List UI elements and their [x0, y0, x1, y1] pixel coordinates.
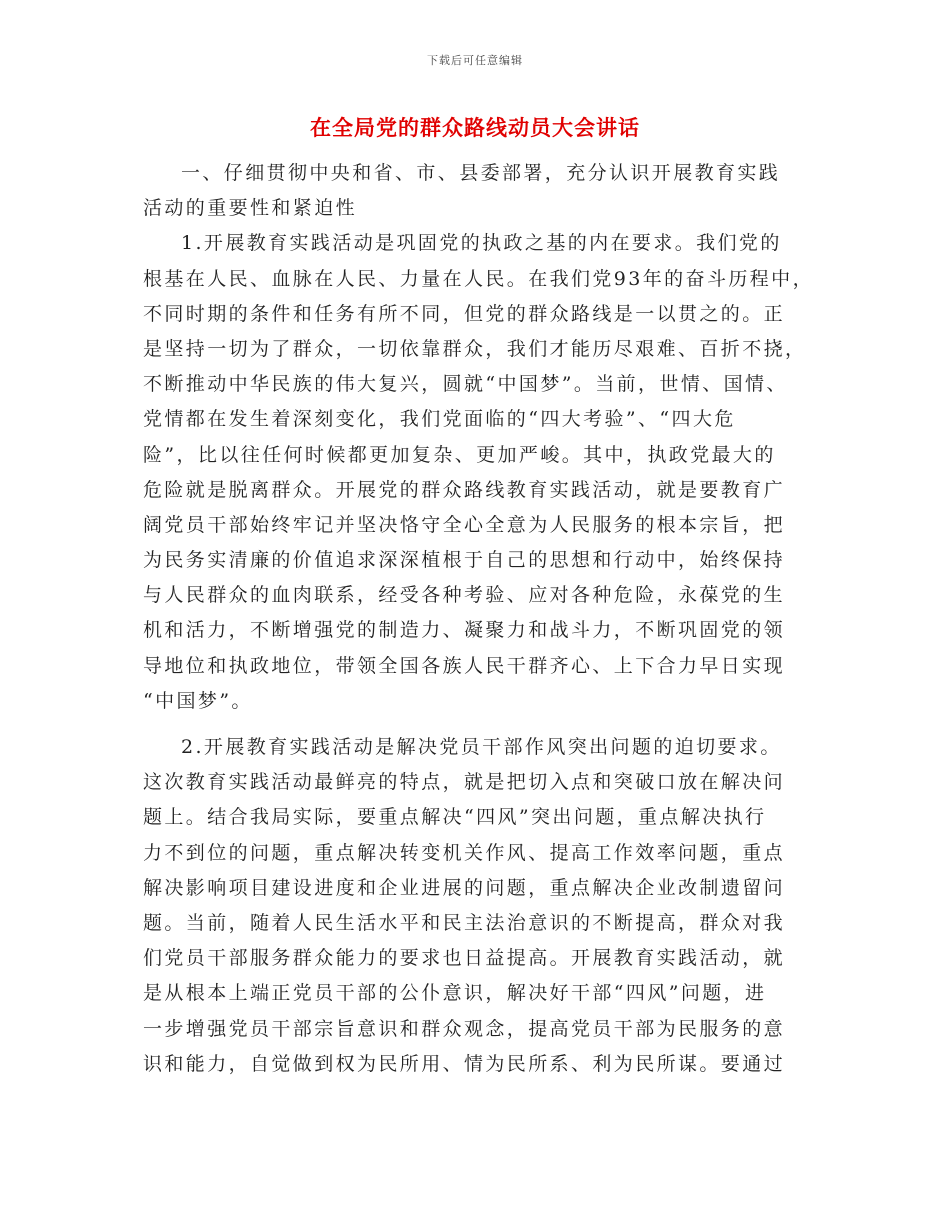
paragraph-line: 不同时期的条件和任务有所不同，但党的群众路线是一以贯之的。正: [143, 302, 786, 325]
paragraph-line: “中国梦”。: [143, 689, 253, 712]
paragraph-line: 导地位和执政地位，带领全国各族人民干群齐心、上下合力早日实现: [143, 654, 786, 677]
paragraph-line: 活动的重要性和紧迫性: [143, 197, 358, 220]
paragraph-line: 力不到位的问题，重点解决转变机关作风、提高工作效率问题，重点: [143, 841, 786, 864]
paragraph-line: 一步增强党员干部宗旨意识和群众观念，提高党员干部为民服务的意: [143, 1017, 786, 1040]
paragraph-line: 解决影响项目建设进度和企业进展的问题，重点解决企业改制遗留问: [143, 876, 786, 899]
paragraph-line: 阔党员干部始终牢记并坚决恪守全心全意为人民服务的根本宗旨，把: [143, 513, 786, 536]
document-title: 在全局党的群众路线动员大会讲话: [310, 115, 640, 140]
paragraph-line: 2.开展教育实践活动是解决党员干部作风突出问题的迫切要求。: [181, 736, 782, 758]
paragraph-line: 是坚持一切为了群众，一切依靠群众，我们才能历尽艰难、百折不挠，: [143, 337, 807, 360]
paragraph-line: 们党员干部服务群众能力的要求也日益提高。开展教育实践活动，就: [143, 947, 786, 970]
paragraph-line: 与人民群众的血肉联系，经受各种考验、应对各种危险，永葆党的生: [143, 584, 786, 607]
paragraph-line: 机和活力，不断增强党的制造力、凝聚力和战斗力，不断巩固党的领: [143, 619, 786, 642]
paragraph-line: 党情都在发生着深刻变化，我们党面临的“四大考验”、“四大危: [143, 408, 736, 431]
paragraph-line: 危险就是脱离群众。开展党的群众路线教育实践活动，就是要教育广: [143, 478, 786, 501]
page-header: 下载后可任意编辑: [427, 54, 523, 67]
paragraph-line: 这次教育实践活动最鲜亮的特点，就是把切入点和突破口放在解决问: [143, 771, 786, 794]
paragraph-line: 不断推动中华民族的伟大复兴，圆就“中国梦”。当前，世情、国情、: [143, 373, 788, 396]
paragraph-line: 为民务实清廉的价值追求深深植根于自己的思想和行动中，始终保持: [143, 549, 786, 572]
paragraph-line: 识和能力，自觉做到权为民所用、情为民所系、利为民所谋。要通过: [143, 1052, 786, 1075]
paragraph-line: 1.开展教育实践活动是巩固党的执政之基的内在要求。我们党的: [181, 232, 782, 255]
document-body: [143, 156, 813, 1082]
paragraph-line: 是从根本上端正党员干部的公仆意识，解决好干部“四风”问题，进: [143, 982, 767, 1005]
paragraph-line: 险”，比以往任何时候都更加复杂、更加严峻。其中，执政党最大的: [143, 443, 776, 466]
paragraph-line: 根基在人民、血脉在人民、力量在人民。在我们党93年的奋斗历程中，: [143, 267, 814, 290]
paragraph-line: 题上。结合我局实际，要重点解决“四风”突出问题，重点解决执行: [143, 806, 767, 829]
paragraph-line: 一、仔细贯彻中央和省、市、县委部署，充分认识开展教育实践: [181, 162, 781, 184]
paragraph-line: 题。当前，随着人民生活水平和民主法治意识的不断提高，群众对我: [143, 911, 786, 934]
